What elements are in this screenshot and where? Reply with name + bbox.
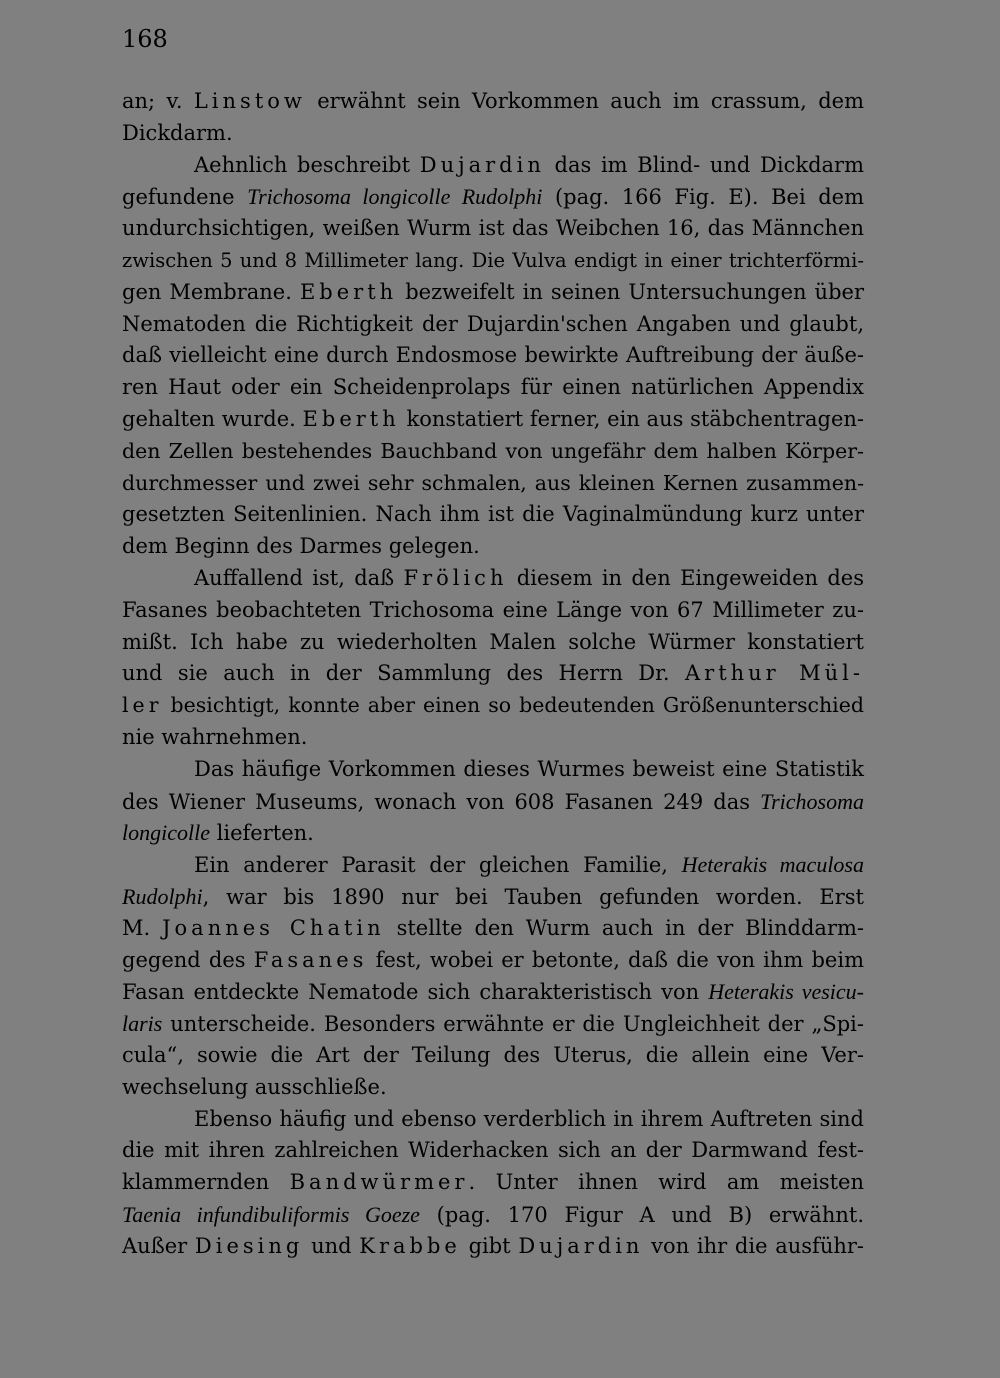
text-line — [122, 563, 864, 595]
text-line — [122, 976, 864, 1008]
text-segment: stellte den Wurm auch in der Blinddarm- — [384, 915, 864, 940]
text-line — [122, 945, 864, 977]
spaced-name: Arthur Mül- — [684, 661, 864, 686]
text-segment: zwischen 5 und 8 Millimeter lang. Die Vulva endigt in einer trichterförmi- — [122, 248, 864, 272]
text-line — [122, 468, 864, 500]
spaced-name: Eberth — [299, 279, 398, 304]
text-line — [122, 658, 864, 690]
text-segment: des Wiener Museums, wonach von 608 Fasanen 249 das — [122, 789, 761, 814]
spaced-name: Diesing — [194, 1233, 304, 1258]
spaced-name: Joannes Chatin — [162, 915, 385, 940]
spaced-name: Dujardin — [518, 1233, 644, 1258]
text-segment: lieferten. — [209, 821, 314, 846]
text-segment: unterscheide. Besonders erwähnte er die Ungleichheit der „Spi- — [162, 1012, 864, 1037]
text-segment: gefundene — [122, 185, 248, 210]
text-segment: ren Haut oder ein Scheidenprolaps für einen natürlichen Appendix — [122, 375, 864, 400]
text-line — [122, 1008, 864, 1040]
text-segment: Außer — [122, 1233, 195, 1258]
text-segment: Nematoden die Richtigkeit der Dujardin'schen Angaben und glaubt, — [122, 311, 864, 336]
text-segment: gesetzten Seitenlinien. Nach ihm ist die Vaginalmündung kurz unter — [122, 502, 864, 527]
text-segment: , war bis 1890 nur bei Tauben gefunden worden. Erst — [202, 884, 864, 909]
italic-term: Taenia infundibuliformis Goeze — [122, 1201, 420, 1227]
text-segment: gehalten wurde. — [122, 406, 303, 431]
text-line — [122, 1135, 864, 1167]
text-segment: bezweifelt in seinen Untersuchungen über — [397, 279, 864, 304]
text-segment: wechselung ausschließe. — [122, 1074, 387, 1099]
text-line — [122, 1072, 864, 1104]
text-segment: Aehnlich beschreibt — [194, 152, 420, 177]
text-line — [122, 340, 864, 372]
text-segment: cula“, sowie die Art der Teilung des Uterus, die allein eine Ver- — [122, 1042, 864, 1067]
page-number: 168 — [122, 25, 168, 53]
text-line — [122, 690, 864, 722]
text-segment: gibt — [460, 1233, 519, 1258]
text-line — [122, 213, 864, 245]
text-segment: dem Beginn des Darmes gelegen. — [122, 534, 480, 559]
text-line — [122, 627, 864, 659]
text-segment: von ihr die ausführ- — [643, 1233, 865, 1258]
text-segment: konstatiert ferner, ein aus stäbchentragen- — [399, 406, 865, 431]
italic-term: laris — [122, 1011, 163, 1037]
text-segment: Fasan entdeckte Nematode sich charakteristisch von — [122, 980, 709, 1005]
text-segment: an; v. — [122, 89, 194, 113]
text-segment: fest, wobei er betonte, daß die von ihm beim — [367, 947, 864, 972]
text-segment: und sie auch in der Sammlung des Herrn Dr. — [122, 661, 685, 686]
spaced-name: Fasanes — [253, 947, 368, 972]
text-line — [122, 913, 864, 945]
text-line — [122, 1040, 864, 1072]
italic-term: Rudolphi — [122, 883, 203, 909]
text-segment: durchmesser und zwei sehr schmalen, aus kleinen Kernen zusammen- — [122, 470, 864, 495]
text-line — [122, 309, 864, 341]
body-text — [122, 86, 864, 1262]
text-line — [122, 181, 864, 213]
text-segment: Das häufige Vorkommen dieses Wurmes beweist eine Statistik — [194, 756, 864, 781]
spaced-name: ler — [122, 693, 163, 718]
spaced-name: Linstow — [193, 89, 306, 113]
italic-term: Heterakis maculosa — [681, 852, 864, 878]
text-line — [122, 849, 864, 881]
text-line — [122, 754, 864, 786]
text-segment: Auffallend ist, daß — [194, 565, 404, 590]
text-segment: den Zellen bestehendes Bauchband von ungefähr dem halben Körper- — [122, 438, 864, 463]
text-segment: das im Blind- und Dickdarm — [544, 152, 865, 177]
text-segment: Ein anderer Parasit der gleichen Familie, — [194, 853, 682, 878]
text-line — [122, 817, 864, 849]
text-segment: daß vielleicht eine durch Endosmose bewirkte Auftreibung der äuße- — [122, 343, 864, 368]
text-line — [122, 86, 864, 118]
text-line — [122, 1104, 864, 1136]
text-line — [122, 499, 864, 531]
italic-term: Heterakis vesicu- — [708, 979, 864, 1005]
spaced-name: Krabbe — [359, 1233, 461, 1258]
spaced-name: Bandwürmer — [289, 1170, 469, 1195]
text-segment: M. — [122, 915, 163, 940]
text-line — [122, 404, 864, 436]
text-segment: diesem in den Eingeweiden des — [507, 565, 864, 590]
text-line — [122, 372, 864, 404]
text-line — [122, 245, 864, 277]
text-segment: besichtigt, konnte aber einen so bedeutenden Größenunterschied — [162, 693, 864, 718]
text-line — [122, 150, 864, 182]
italic-term: Trichosoma — [760, 788, 864, 814]
text-segment: (pag. 166 Fig. E). Bei dem — [542, 185, 865, 210]
text-segment: Dickdarm. — [122, 120, 233, 145]
text-segment: die mit ihren zahlreichen Widerhacken sich an der Darmwand fest- — [122, 1138, 864, 1163]
text-segment: erwähnt sein Vorkommen auch im crassum, dem — [305, 89, 864, 113]
text-line — [122, 1199, 864, 1231]
spaced-name: Frölich — [403, 565, 508, 590]
text-line — [122, 786, 864, 818]
text-line — [122, 277, 864, 309]
text-line — [122, 531, 864, 563]
text-line — [122, 722, 864, 754]
text-line — [122, 436, 864, 468]
text-line — [122, 881, 864, 913]
text-segment: klammernden — [122, 1170, 290, 1195]
text-line — [122, 1167, 864, 1199]
text-line — [122, 1231, 864, 1263]
text-segment: Ebenso häufig und ebenso verderblich in ihrem Auftreten sind — [194, 1106, 864, 1131]
text-segment: und — [303, 1233, 360, 1258]
text-segment: gegend des — [122, 947, 254, 972]
text-line — [122, 118, 864, 150]
text-segment: nie wahrnehmen. — [122, 724, 308, 749]
text-line — [122, 595, 864, 627]
italic-term: longicolle — [122, 820, 210, 846]
text-segment: . Unter ihnen wird am meisten — [468, 1170, 865, 1195]
text-segment: (pag. 170 Figur A und B) erwähnt. — [419, 1202, 864, 1227]
italic-term: Trichosoma longicolle Rudolphi — [247, 184, 543, 210]
text-segment: Fasanes beobachteten Trichosoma eine Länge von 67 Millimeter zu- — [122, 597, 864, 622]
text-segment: mißt. Ich habe zu wiederholten Malen solche Würmer konstatiert — [122, 629, 864, 654]
spaced-name: Dujardin — [419, 152, 545, 177]
text-segment: undurchsichtigen, weißen Wurm ist das Weibchen 16, das Männchen — [122, 216, 864, 241]
spaced-name: Eberth — [302, 406, 400, 431]
text-segment: gen Membrane. — [122, 279, 300, 304]
